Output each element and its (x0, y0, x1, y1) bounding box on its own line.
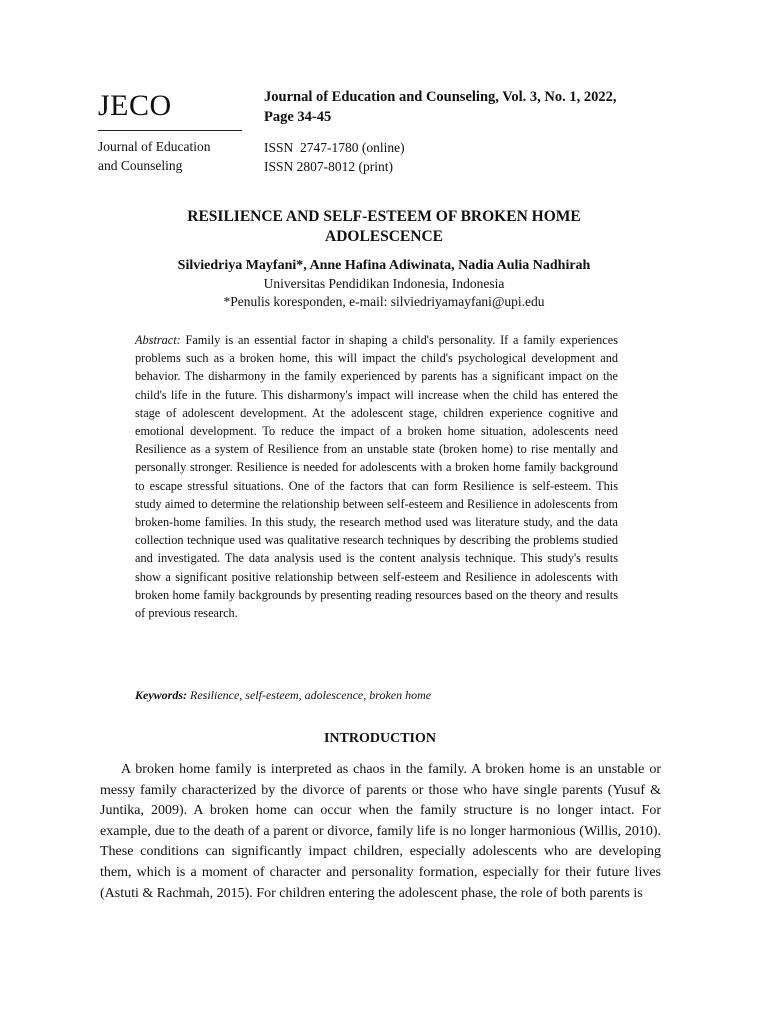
author-list: Silviedriya Mayfani*, Anne Hafina Adiwinata, Nadia Aulia Nadhirah (177, 258, 591, 273)
article-title (120, 207, 648, 247)
affiliation-block (100, 275, 668, 311)
journal-name-line1: Journal of Education (98, 139, 211, 154)
section-heading-introduction: INTRODUCTION (323, 731, 436, 746)
affiliation: Universitas Pendidikan Indonesia, Indonesia (263, 276, 505, 291)
keywords (135, 687, 618, 703)
introduction-paragraph: A broken home family is interpreted as chaos in the family. A broken home is an unstable or messy family characterized by the divorce of parents or those who have single parents (Yusuf & Juntika, 2009). A broken home can occur when the family structure is no longer intact. For example, due to the death of a parent or divorce, family life is no longer harmonious (Willis, 2010). These conditions can significantly impact children, especially adolescents who are developing them, which is a moment of character and personality formation, especially for their future lives (Astuti & Rachmah, 2015). For children entering the adolescent phase, the role of both parents is (100, 762, 661, 901)
issn-block (264, 138, 564, 176)
issn-online: ISSN 2747-1780 (online) (264, 140, 405, 155)
citation-line2: Page 34-45 (264, 109, 332, 125)
abstract-label: Abstract: (135, 333, 181, 347)
citation-line1: Journal of Education and Counseling, Vol. 3, No. 1, 2022, (264, 89, 617, 105)
journal-name-line2: and Counseling (98, 158, 183, 173)
correspondence-email: *Penulis koresponden, e-mail: silviedriyamayfani@upi.edu (223, 294, 545, 309)
article-title-line2: ADOLESCENCE (325, 228, 443, 245)
journal-logo: JECO (98, 89, 172, 122)
article-title-line1: RESILIENCE AND SELF-ESTEEM OF BROKEN HOME (187, 208, 581, 225)
issn-print: ISSN 2807-8012 (print) (264, 159, 393, 174)
keywords-text: Resilience, self-esteem, adolescence, broken home (190, 688, 432, 702)
abstract (135, 331, 618, 622)
journal-name (98, 137, 248, 175)
journal-citation (264, 87, 684, 127)
keywords-label: Keywords: (135, 688, 187, 702)
abstract-text: Family is an essential factor in shaping a child's personality. If a family experiences problems such as a broken home, this will impact the child's psychological development and behavior. The disharmony in the family experienced by parents has a significant impact on the child's life in the future. This disharmony's impact will increase when the child has entered the stage of adolescent development. At the adolescent stage, children experience cognitive and emotional development. To reduce the impact of a broken home situation, adolescents need Resilience as a system of Resilience from an unstable state (broken home) to rise mentally and personally stronger. Resilience is needed for adolescents with a broken home family background to escape stressful situations. One of the factors that can form Resilience is self-esteem. This study aimed to determine the relationship between self-esteem and Resilience in adolescents from broken-home families. In this study, the research method used was literature study, and the data collection technique used was qualitative research techniques by describing the problems studied and investigated. The data analysis used is the content analysis technique. This study's results show a significant positive relationship between self-esteem and Resilience in adolescents with broken home family backgrounds by presenting reading resources based on the theory and results of previous research. (135, 333, 618, 621)
logo-divider (98, 130, 242, 131)
